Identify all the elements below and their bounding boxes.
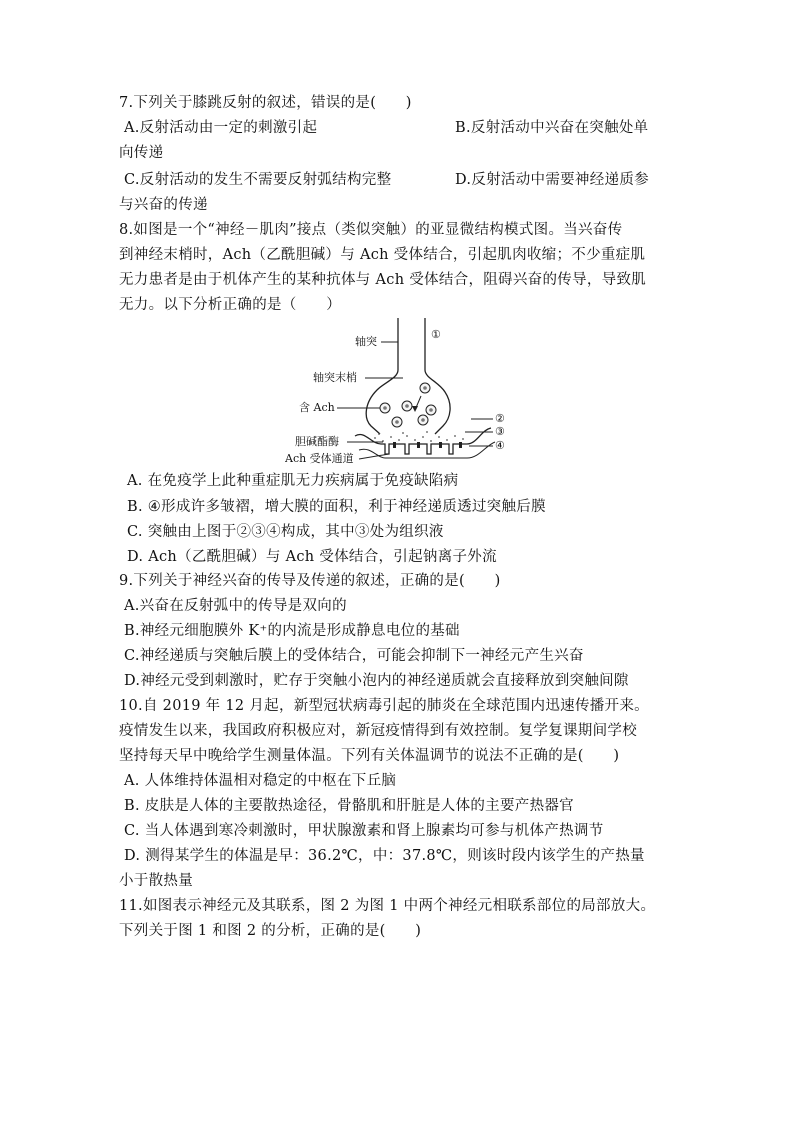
q10-option-d-continued: 小于散热量 [119,873,193,889]
q9-option-d: D.神经元受到刺激时，贮存于突触小泡内的神经递质就会直接释放到突触间隙 [124,673,629,689]
label-ach-receptor-channel: Ach 受体通道 [285,452,354,465]
q9-stem: 9.下列关于神经兴奋的传导及传递的叙述，正确的是( ) [119,573,501,589]
q8-stem-line-3: 无力患者是由于机体产生的某种抗体与 Ach 受体结合，阻碍兴奋的传导，导致肌 [119,272,647,288]
q10-stem-line-3: 坚持每天早中晚给学生测量体温。下列有关体温调节的说法不正确的是( ) [119,748,620,764]
q7-option-b: B.反射活动中兴奋在突触处单 [455,120,649,136]
label-contains-ach: 含 Ach [299,401,335,414]
q9-option-b: B.神经元细胞膜外 K⁺的内流是形成静息电位的基础 [124,623,460,639]
q8-option-d: D. Ach（乙酰胆碱）与 Ach 受体结合，引起钠离子外流 [127,549,497,565]
q10-option-d: D. 测得某学生的体温是早：36.2℃，中：37.8℃，则该时段内该学生的产热量 [124,848,645,864]
label-number-1: ① [431,328,441,341]
q7-option-b-continued: 向传递 [119,145,164,161]
q10-stem-line-1: 10.自 2019 年 12 月起，新型冠状病毒引起的肺炎在全球范围内迅速传播开来。 [119,698,649,714]
q10-option-a: A. 人体维持体温相对稳定的中枢在下丘脑 [124,773,397,789]
q8-stem-line-1: 8.如图是一个“神经－肌肉”接点（类似突触）的亚显微结构模式图。当兴奋传 [119,222,623,238]
q8-option-b: B. ④形成许多皱褶，增大膜的面积，利于神经递质透过突触后膜 [127,499,546,515]
q7-option-d: D.反射活动中需要神经递质参 [455,172,649,188]
q9-option-a: A.兴奋在反射弧中的传导是双向的 [124,598,347,614]
q11-stem-line-2: 下列关于图 1 和图 2 的分析，正确的是( ) [119,923,422,939]
label-number-4: ④ [495,439,505,452]
q7-stem: 7.下列关于膝跳反射的叙述，错误的是( ) [119,95,412,111]
q7-option-a: A.反射活动由一定的刺激引起 [124,120,318,136]
q8-stem-line-2: 到神经末梢时，Ach（乙酰胆碱）与 Ach 受体结合，引起肌肉收缩；不少重症肌 [119,247,646,263]
q8-stem-line-4: 无力。以下分析正确的是（ ） [119,297,341,313]
label-number-3: ③ [495,425,505,438]
label-cholinesterase: 胆碱酯酶 [295,435,339,448]
q10-stem-line-2: 疫情发生以来，我国政府积极应对，新冠疫情得到有效控制。复学复课期间学校 [119,723,637,739]
q10-option-b: B. 皮肤是人体的主要散热途径，骨骼肌和肝脏是人体的主要产热器官 [124,798,574,814]
q11-stem-line-1: 11.如图表示神经元及其联系，图 2 为图 1 中两个神经元相联系部位的局部放大。 [119,898,656,914]
q9-option-c: C.神经递质与突触后膜上的受体结合，可能会抑制下一神经元产生兴奋 [124,648,584,664]
q7-option-c: C.反射活动的发生不需要反射弧结构完整 [124,172,392,188]
label-axon-terminal: 轴突末梢 [313,371,357,384]
q8-option-a: A. 在免疫学上此种重症肌无力疾病属于免疫缺陷病 [127,473,459,489]
q8-option-c: C. 突触由上图于②③④构成，其中③处为组织液 [127,524,444,540]
label-number-2: ② [495,412,505,425]
q10-option-c: C. 当人体遇到寒冷刺激时，甲状腺激素和肾上腺素均可参与机体产热调节 [124,823,604,839]
label-axon: 轴突 [355,335,377,348]
neuromuscular-junction-figure [285,318,525,470]
q7-option-d-continued: 与兴奋的传递 [119,197,208,213]
